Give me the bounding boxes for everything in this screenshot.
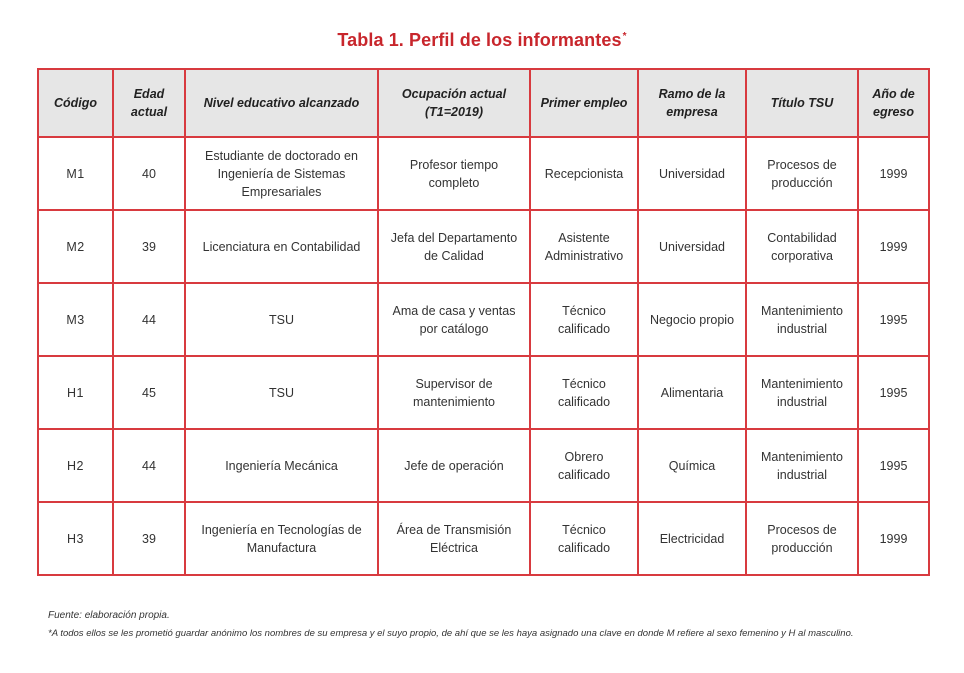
header-nivel-educativo: Nivel educativo alcanzado: [185, 69, 378, 137]
cell-codigo: M3: [38, 283, 113, 356]
cell-primer-empleo: Recepcionista: [530, 137, 638, 210]
table-row: [38, 283, 929, 356]
table-row: [38, 210, 929, 283]
cell-edad: 44: [113, 283, 185, 356]
cell-ocupacion: Profesor tiempo completo: [378, 137, 530, 210]
cell-anio-egreso: 1999: [858, 210, 929, 283]
table-row: [38, 356, 929, 429]
cell-ocupacion: Ama de casa y ventas por catálogo: [378, 283, 530, 356]
header-row: [38, 69, 929, 137]
table-row: [38, 137, 929, 210]
table-row: [38, 429, 929, 502]
table-header: [38, 69, 929, 137]
cell-nivel-educativo: Ingeniería en Tecnologías de Manufactura: [185, 502, 378, 575]
cell-ocupacion: Jefe de operación: [378, 429, 530, 502]
cell-titulo: Procesos de producción: [746, 137, 858, 210]
table-title-text: Tabla 1. Perfil de los informantes: [337, 30, 622, 50]
header-titulo: Título TSU: [746, 69, 858, 137]
source-note: Fuente: elaboración propia.: [48, 610, 170, 621]
cell-codigo: H3: [38, 502, 113, 575]
cell-titulo: Procesos de producción: [746, 502, 858, 575]
cell-edad: 45: [113, 356, 185, 429]
cell-anio-egreso: 1995: [858, 283, 929, 356]
cell-codigo: H2: [38, 429, 113, 502]
cell-nivel-educativo: Licenciatura en Contabilidad: [185, 210, 378, 283]
cell-primer-empleo: Técnico calificado: [530, 283, 638, 356]
cell-ramo: Electricidad: [638, 502, 746, 575]
cell-nivel-educativo: TSU: [185, 283, 378, 356]
cell-primer-empleo: Obrero calificado: [530, 429, 638, 502]
header-ocupacion: Ocupación actual (T1=2019): [378, 69, 530, 137]
header-anio-egreso: Año de egreso: [858, 69, 929, 137]
header-codigo: Código: [38, 69, 113, 137]
table-row: [38, 502, 929, 575]
cell-nivel-educativo: TSU: [185, 356, 378, 429]
cell-ramo: Universidad: [638, 137, 746, 210]
cell-edad: 40: [113, 137, 185, 210]
cell-ocupacion: Jefa del Departamento de Calidad: [378, 210, 530, 283]
cell-titulo: Contabilidad corporativa: [746, 210, 858, 283]
table-body: [38, 137, 929, 575]
cell-edad: 39: [113, 502, 185, 575]
header-ramo: Ramo de la empresa: [638, 69, 746, 137]
cell-anio-egreso: 1999: [858, 137, 929, 210]
cell-anio-egreso: 1995: [858, 429, 929, 502]
cell-primer-empleo: Técnico calificado: [530, 502, 638, 575]
cell-edad: 39: [113, 210, 185, 283]
header-primer-empleo: Primer empleo: [530, 69, 638, 137]
cell-primer-empleo: Técnico calificado: [530, 356, 638, 429]
title-footnote-mark: *: [622, 31, 627, 42]
cell-codigo: M1: [38, 137, 113, 210]
cell-ocupacion: Supervisor de mantenimiento: [378, 356, 530, 429]
cell-codigo: M2: [38, 210, 113, 283]
header-edad: Edad actual: [113, 69, 185, 137]
cell-ramo: Química: [638, 429, 746, 502]
cell-anio-egreso: 1999: [858, 502, 929, 575]
cell-nivel-educativo: Estudiante de doctorado en Ingeniería de Sistemas Empresariales: [185, 137, 378, 210]
cell-titulo: Mantenimiento industrial: [746, 283, 858, 356]
cell-anio-egreso: 1995: [858, 356, 929, 429]
cell-ramo: Negocio propio: [638, 283, 746, 356]
table-title: [0, 30, 964, 51]
cell-titulo: Mantenimiento industrial: [746, 429, 858, 502]
cell-ocupacion: Área de Transmisión Eléctrica: [378, 502, 530, 575]
cell-ramo: Alimentaria: [638, 356, 746, 429]
anonymity-footnote: *A todos ellos se les prometió guardar anónimo los nombres de su empresa y el suyo propio, de ahí que se les haya asignado una clave en donde M refiere al sexo femenino y H al masculino.: [48, 628, 854, 639]
cell-nivel-educativo: Ingeniería Mecánica: [185, 429, 378, 502]
cell-titulo: Mantenimiento industrial: [746, 356, 858, 429]
cell-ramo: Universidad: [638, 210, 746, 283]
informants-table: [37, 68, 930, 576]
cell-primer-empleo: Asistente Administrativo: [530, 210, 638, 283]
cell-edad: 44: [113, 429, 185, 502]
cell-codigo: H1: [38, 356, 113, 429]
